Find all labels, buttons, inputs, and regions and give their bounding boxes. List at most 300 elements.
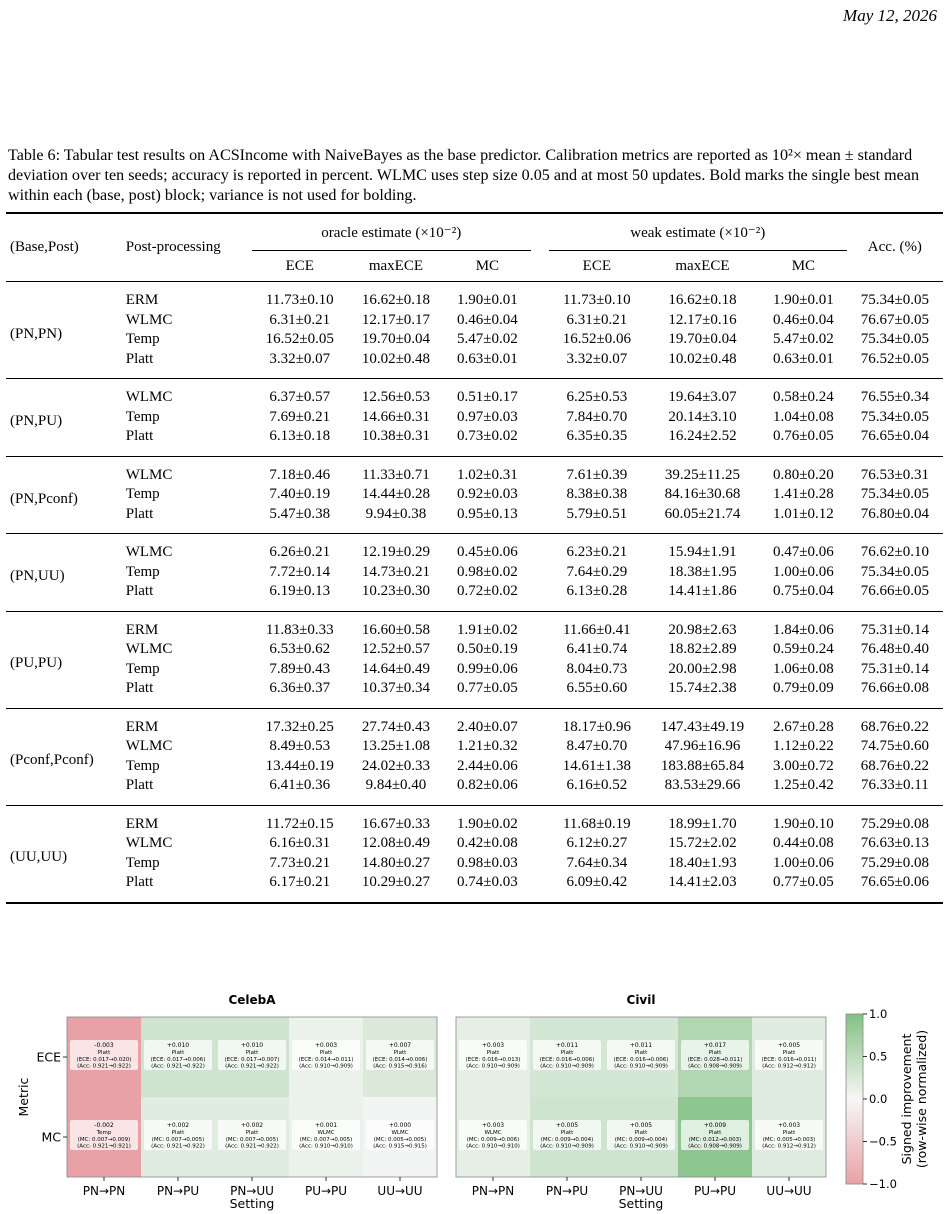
results-body: [6, 282, 943, 903]
x-tick-label: PN→PN: [471, 1184, 515, 1198]
annotation-method: Platt: [171, 1130, 185, 1136]
block-key: (PN,PU): [10, 413, 63, 429]
annotation-method: WLMC: [484, 1130, 502, 1136]
value-cell: 6.19±0.13: [269, 583, 331, 599]
colorbar-tick-label: −0.5: [869, 1134, 897, 1149]
colorbar: [846, 1014, 863, 1184]
annotation-detail: (Acc: 0.908→0.909): [688, 1063, 742, 1070]
annotation-delta: +0.011: [629, 1042, 653, 1049]
annotation-detail: (ECE: 0.016→0.006): [539, 1057, 595, 1063]
block-key: (Pconf,Pconf): [10, 752, 94, 769]
table-row: [6, 485, 943, 505]
header-oracle-group: oracle estimate (×10⁻²): [252, 213, 531, 251]
value-cell: 1.41±0.28: [773, 486, 834, 502]
annotation-detail: (Acc: 0.912→0.912): [762, 1143, 816, 1150]
x-axis-label: Setting: [618, 1196, 664, 1211]
value-cell: 16.62±0.18: [361, 292, 431, 308]
block-key: (UU,UU): [10, 849, 68, 866]
value-cell: 0.92±0.03: [457, 486, 518, 502]
value-cell: 6.09±0.42: [566, 874, 628, 890]
value-cell: 6.12±0.27: [566, 835, 628, 851]
x-tick-label: PN→PU: [545, 1184, 589, 1198]
value-cell: 9.94±0.38: [365, 505, 427, 522]
annotation-detail: (Acc: 0.921→0.922): [151, 1143, 205, 1150]
annotation-detail: (Acc: 0.910→0.909): [466, 1063, 520, 1070]
value-cell: 7.61±0.39: [566, 466, 628, 483]
group-spacer: [531, 330, 549, 350]
group-spacer: [531, 408, 549, 428]
value-cell: 0.75±0.04: [773, 583, 834, 599]
value-cell: 0.73±0.02: [457, 428, 518, 444]
value-cell: 10.02±0.48: [668, 350, 737, 367]
value-cell: 1.90±0.02: [457, 815, 518, 832]
group-spacer: [531, 350, 549, 379]
value-cell: 0.63±0.01: [457, 350, 518, 367]
value-cell: 14.41±2.03: [668, 874, 737, 890]
annotation-detail: (MC: 0.012→0.003): [688, 1137, 742, 1143]
value-cell: 17.32±0.25: [265, 718, 334, 735]
header-weak-group: weak estimate (×10⁻²): [549, 213, 847, 251]
group-spacer: [531, 311, 549, 331]
value-cell: 76.66±0.05: [860, 583, 929, 599]
value-cell: 27.74±0.43: [361, 718, 431, 735]
annotation-detail: (Acc: 0.910→0.909): [299, 1063, 353, 1070]
value-cell: 1.06±0.08: [773, 660, 834, 677]
group-spacer: [531, 660, 549, 680]
group-spacer: [531, 805, 549, 834]
value-cell: 75.31±0.14: [860, 621, 929, 638]
value-cell: 18.17±0.96: [562, 718, 631, 735]
value-cell: 0.82±0.06: [457, 777, 518, 793]
value-cell: 76.52±0.05: [860, 350, 929, 367]
annotation-detail: (ECE: 0.016→0.013): [465, 1057, 521, 1063]
value-cell: 20.00±2.98: [668, 660, 737, 677]
table-row: [6, 311, 943, 331]
value-cell: 76.66±0.08: [860, 680, 929, 696]
value-cell: 1.02±0.31: [457, 466, 518, 483]
group-spacer: [531, 582, 549, 611]
table-row: [6, 679, 943, 708]
value-cell: 2.44±0.06: [457, 757, 518, 774]
value-cell: 75.34±0.05: [860, 563, 929, 580]
annotation-detail: (Acc: 0.912→0.912): [762, 1063, 816, 1070]
value-cell: 0.47±0.06: [773, 544, 834, 560]
annotation-delta: +0.005: [777, 1042, 801, 1049]
value-cell: 76.80±0.04: [860, 505, 929, 522]
value-cell: 7.89±0.43: [269, 660, 331, 677]
method-cell: Platt: [125, 680, 154, 696]
value-cell: 11.73±0.10: [562, 292, 631, 308]
value-cell: 1.90±0.10: [773, 815, 834, 832]
annotation-detail: (MC: 0.005→0.003): [762, 1137, 816, 1143]
method-cell: WLMC: [125, 389, 173, 405]
annotation-detail: (Acc: 0.910→0.909): [540, 1063, 594, 1070]
group-spacer: [531, 534, 549, 563]
annotation-method: Platt: [782, 1050, 796, 1056]
x-tick-label: PU→PU: [693, 1184, 737, 1198]
value-cell: 16.67±0.33: [361, 815, 431, 832]
annotation-method: Platt: [782, 1130, 796, 1136]
value-cell: 5.47±0.38: [269, 505, 331, 522]
value-cell: 1.90±0.01: [457, 292, 518, 308]
annotation-detail: (ECE: 0.017→0.020): [76, 1057, 132, 1063]
method-cell: Platt: [125, 874, 154, 890]
method-cell: Temp: [125, 660, 160, 677]
annotation-delta: +0.009: [703, 1122, 727, 1129]
annotation-method: Platt: [708, 1130, 722, 1136]
value-cell: 74.75±0.60: [860, 738, 929, 754]
annotation-delta: -0.003: [94, 1042, 114, 1049]
group-spacer: [531, 563, 549, 583]
value-cell: 1.21±0.32: [457, 738, 518, 754]
value-cell: 0.95±0.13: [457, 505, 518, 522]
value-cell: 20.98±2.63: [668, 621, 737, 638]
value-cell: 1.00±0.06: [773, 563, 834, 580]
group-spacer: [531, 640, 549, 660]
results-table: [6, 212, 943, 904]
value-cell: 16.52±0.05: [265, 331, 334, 347]
value-cell: 0.58±0.24: [773, 389, 834, 405]
table-row: [6, 408, 943, 428]
table-row: [6, 582, 943, 611]
value-cell: 2.67±0.28: [773, 718, 834, 735]
annotation-delta: +0.003: [777, 1122, 801, 1129]
value-cell: 0.44±0.08: [773, 835, 834, 851]
group-spacer: [531, 485, 549, 505]
value-cell: 47.96±16.96: [664, 738, 741, 754]
annotation-delta: +0.000: [388, 1122, 412, 1129]
value-cell: 3.32±0.07: [269, 350, 331, 367]
value-cell: 11.33±0.71: [362, 466, 430, 483]
value-cell: 0.76±0.05: [773, 428, 834, 444]
annotation-delta: +0.002: [240, 1122, 264, 1129]
table-row: [6, 379, 943, 408]
value-cell: 0.79±0.09: [773, 680, 834, 696]
value-cell: 0.99±0.06: [457, 660, 518, 677]
value-cell: 75.34±0.05: [860, 486, 929, 502]
table-row: [6, 776, 943, 805]
value-cell: 76.55±0.34: [860, 389, 929, 405]
value-cell: 6.36±0.37: [269, 680, 331, 696]
annotation-method: Platt: [634, 1050, 648, 1056]
method-cell: WLMC: [125, 466, 173, 483]
value-cell: 68.76±0.22: [860, 718, 929, 735]
annotation-delta: +0.005: [629, 1122, 653, 1129]
annotation-method: WLMC: [317, 1130, 335, 1136]
value-cell: 12.52±0.57: [361, 641, 431, 657]
table-row: [6, 611, 943, 640]
value-cell: 3.32±0.07: [566, 350, 628, 367]
annotation-detail: (Acc: 0.910→0.910): [466, 1143, 520, 1150]
annotation-detail: (MC: 0.005→0.005): [373, 1137, 427, 1143]
block-key: (PN,PN): [10, 325, 63, 342]
group-spacer: [531, 611, 549, 640]
value-cell: 76.48±0.40: [860, 641, 929, 657]
method-cell: Temp: [125, 563, 160, 580]
method-cell: ERM: [125, 815, 159, 832]
header-base-post: (Base,Post): [10, 239, 79, 255]
value-cell: 84.16±30.68: [664, 486, 741, 502]
table-row: [6, 505, 943, 534]
value-cell: 9.84±0.40: [365, 777, 427, 793]
x-tick-label: PN→PU: [156, 1184, 200, 1198]
value-cell: 18.82±2.89: [668, 641, 737, 657]
annotation-detail: (MC: 0.009→0.006): [466, 1137, 520, 1143]
value-cell: 0.46±0.04: [457, 311, 518, 328]
value-cell: 18.40±1.93: [668, 854, 737, 871]
annotation-detail: (Acc: 0.910→0.909): [540, 1143, 594, 1150]
value-cell: 3.00±0.72: [773, 757, 834, 774]
annotation-detail: (ECE: 0.016→0.011): [761, 1057, 817, 1063]
value-cell: 76.62±0.10: [860, 544, 929, 560]
header-acc: Acc. (%): [867, 239, 922, 255]
annotation-delta: -0.002: [94, 1122, 114, 1129]
value-cell: 75.29±0.08: [860, 815, 929, 832]
value-cell: 7.84±0.70: [566, 408, 628, 425]
value-cell: 15.74±2.38: [668, 680, 737, 696]
annotation-delta: +0.003: [481, 1122, 505, 1129]
header-oracle-mc: MC: [475, 257, 500, 274]
group-spacer: [531, 854, 549, 874]
value-cell: 75.31±0.14: [860, 660, 929, 677]
x-tick-label: PN→PN: [82, 1184, 126, 1198]
annotation-method: Temp: [96, 1130, 112, 1136]
value-cell: 1.25±0.42: [773, 777, 834, 793]
colorbar-tick-label: 0.5: [869, 1049, 888, 1064]
value-cell: 20.14±3.10: [668, 408, 737, 425]
annotation-detail: (MC: 0.007→0.005): [299, 1137, 353, 1143]
value-cell: 8.38±0.38: [566, 486, 628, 502]
value-cell: 75.34±0.05: [860, 408, 929, 425]
annotation-method: Platt: [319, 1050, 333, 1056]
value-cell: 6.16±0.31: [269, 835, 331, 851]
table-row: [6, 282, 943, 311]
value-cell: 12.56±0.53: [361, 389, 431, 405]
value-cell: 14.44±0.28: [361, 486, 431, 502]
page-date: May 12, 2026: [843, 6, 937, 25]
x-tick-label: UU→UU: [766, 1184, 812, 1198]
value-cell: 6.13±0.18: [269, 428, 331, 444]
annotation-detail: (ECE: 0.016→0.006): [613, 1057, 669, 1063]
value-cell: 0.63±0.01: [773, 350, 834, 367]
value-cell: 16.62±0.18: [668, 292, 737, 308]
group-spacer: [531, 776, 549, 805]
group-spacer: [531, 834, 549, 854]
method-cell: Temp: [125, 757, 160, 774]
value-cell: 8.47±0.70: [566, 738, 628, 754]
method-cell: Temp: [125, 408, 160, 425]
group-spacer: [531, 708, 549, 737]
annotation-delta: +0.011: [555, 1042, 579, 1049]
value-cell: 18.99±1.70: [668, 815, 737, 832]
group-spacer: [531, 282, 549, 311]
value-cell: 75.34±0.05: [860, 292, 929, 308]
annotation-method: Platt: [486, 1050, 500, 1056]
value-cell: 5.79±0.51: [566, 505, 628, 522]
value-cell: 18.38±1.95: [668, 563, 737, 580]
table-row: [6, 834, 943, 854]
table-row: [6, 854, 943, 874]
value-cell: 11.72±0.15: [265, 815, 334, 832]
method-cell: ERM: [125, 621, 159, 638]
method-cell: ERM: [125, 718, 159, 735]
value-cell: 6.35±0.35: [566, 428, 628, 444]
value-cell: 0.72±0.02: [457, 583, 518, 599]
value-cell: 0.98±0.03: [457, 854, 518, 871]
value-cell: 1.84±0.06: [773, 621, 834, 638]
annotation-detail: (Acc: 0.921→0.922): [225, 1143, 279, 1150]
value-cell: 0.51±0.17: [457, 389, 518, 405]
table-row: [6, 757, 943, 777]
method-cell: Platt: [125, 350, 154, 367]
value-cell: 12.17±0.17: [361, 311, 431, 328]
header-weak-maxece: maxECE: [675, 257, 730, 274]
table-row: [6, 873, 943, 903]
annotation-detail: (ECE: 0.017→0.007): [224, 1057, 280, 1063]
annotation-detail: (MC: 0.007→0.005): [151, 1137, 205, 1143]
annotation-delta: +0.003: [314, 1042, 338, 1049]
annotation-method: Platt: [708, 1050, 722, 1056]
value-cell: 0.50±0.19: [457, 641, 518, 657]
annotation-detail: (Acc: 0.908→0.909): [688, 1143, 742, 1150]
table-caption: Table 6: Tabular test results on ACSIncome with NaiveBayes as the base predictor. Calibration metrics are reported as 10²× mean ± standard deviation over ten seeds; accuracy is reported in percent. WLMC uses step size 0.05 and at most 50 updates. Bold marks the single best mean within each (base, post) block; variance is not used for bolding.: [8, 147, 919, 204]
panel-title: CelebA: [228, 993, 276, 1007]
value-cell: 11.73±0.10: [265, 292, 334, 308]
value-cell: 12.08±0.49: [361, 835, 431, 851]
annotation-detail: (ECE: 0.017→0.006): [150, 1057, 206, 1063]
annotation-delta: +0.010: [166, 1042, 190, 1049]
value-cell: 0.42±0.08: [457, 835, 518, 851]
annotation-detail: (ECE: 0.014→0.011): [298, 1057, 354, 1063]
colorbar-label: Signed improvement: [899, 1033, 914, 1165]
header-weak-ece: ECE: [582, 257, 611, 274]
annotation-delta: +0.003: [481, 1042, 505, 1049]
annotation-method: Platt: [171, 1050, 185, 1056]
value-cell: 76.63±0.13: [860, 835, 929, 851]
value-cell: 0.59±0.24: [773, 641, 834, 657]
annotation-detail: (Acc: 0.921→0.922): [151, 1063, 205, 1070]
value-cell: 8.49±0.53: [269, 738, 331, 754]
annotation-detail: (Acc: 0.921→0.921): [77, 1143, 131, 1150]
value-cell: 6.25±0.53: [566, 389, 628, 405]
value-cell: 10.23±0.30: [361, 583, 431, 599]
value-cell: 15.94±1.91: [668, 544, 737, 560]
annotation-delta: +0.017: [703, 1042, 727, 1049]
x-tick-label: PU→PU: [304, 1184, 348, 1198]
value-cell: 16.52±0.06: [562, 331, 631, 347]
value-cell: 6.55±0.60: [566, 680, 628, 696]
annotation-method: Platt: [560, 1050, 574, 1056]
value-cell: 60.05±21.74: [664, 505, 741, 522]
annotation-detail: (Acc: 0.921→0.922): [77, 1063, 131, 1070]
value-cell: 75.34±0.05: [860, 331, 929, 347]
value-cell: 7.18±0.46: [269, 466, 331, 483]
method-cell: Platt: [125, 428, 154, 444]
value-cell: 14.73±0.21: [361, 563, 431, 580]
colorbar-tick-label: 1.0: [869, 1007, 888, 1021]
x-tick-label: PN→UU: [619, 1184, 663, 1198]
y-tick-label: MC: [41, 1129, 61, 1145]
group-spacer: [531, 679, 549, 708]
x-tick-label: UU→UU: [377, 1184, 423, 1198]
value-cell: 1.90±0.01: [773, 292, 834, 308]
header-weak-mc: MC: [791, 257, 816, 274]
annotation-method: Platt: [634, 1130, 648, 1136]
value-cell: 76.33±0.11: [861, 777, 929, 793]
method-cell: WLMC: [125, 835, 173, 851]
value-cell: 1.00±0.06: [773, 854, 834, 871]
annotation-detail: (MC: 0.009→0.004): [614, 1137, 668, 1143]
method-cell: Platt: [125, 777, 154, 793]
value-cell: 10.37±0.34: [361, 680, 431, 696]
method-cell: WLMC: [125, 738, 173, 754]
value-cell: 8.04±0.73: [566, 660, 628, 677]
value-cell: 76.67±0.05: [860, 311, 929, 328]
value-cell: 0.97±0.03: [457, 408, 518, 425]
value-cell: 147.43±49.19: [660, 718, 745, 735]
annotation-delta: +0.007: [388, 1042, 412, 1049]
annotation-method: Platt: [393, 1050, 407, 1056]
value-cell: 5.47±0.02: [457, 331, 518, 347]
group-spacer: [531, 427, 549, 456]
table-row: [6, 660, 943, 680]
value-cell: 7.72±0.14: [269, 563, 331, 580]
value-cell: 68.76±0.22: [860, 757, 929, 774]
table-row: [6, 737, 943, 757]
value-cell: 6.13±0.28: [566, 583, 628, 599]
value-cell: 6.53±0.62: [269, 641, 331, 657]
annotation-detail: (MC: 0.007→0.009): [77, 1137, 131, 1143]
method-cell: Temp: [125, 486, 160, 502]
value-cell: 6.23±0.21: [566, 544, 628, 560]
value-cell: 6.31±0.21: [269, 311, 331, 328]
value-cell: 11.68±0.19: [562, 815, 631, 832]
value-cell: 83.53±29.66: [664, 777, 741, 793]
value-cell: 6.16±0.52: [566, 777, 628, 793]
table-row: [6, 350, 943, 379]
value-cell: 0.74±0.03: [457, 874, 518, 890]
table-row: [6, 563, 943, 583]
group-spacer: [531, 737, 549, 757]
method-cell: Temp: [125, 854, 160, 871]
value-cell: 7.64±0.29: [566, 563, 628, 580]
header-oracle-maxece: maxECE: [368, 257, 424, 274]
colorbar-tick-label: 0.0: [869, 1092, 888, 1106]
value-cell: 16.24±2.52: [668, 428, 737, 444]
value-cell: 7.73±0.21: [269, 854, 331, 871]
annotation-detail: (Acc: 0.921→0.922): [225, 1063, 279, 1070]
value-cell: 0.80±0.20: [773, 466, 834, 483]
value-cell: 19.70±0.04: [361, 331, 431, 347]
value-cell: 0.46±0.04: [773, 311, 834, 328]
value-cell: 6.41±0.36: [269, 777, 331, 793]
method-cell: Platt: [125, 505, 154, 522]
value-cell: 0.77±0.05: [773, 874, 834, 890]
group-spacer: [531, 873, 549, 903]
group-spacer: [531, 757, 549, 777]
block-key: (PN,UU): [10, 568, 65, 584]
table-row: [6, 456, 943, 485]
value-cell: 75.29±0.08: [860, 854, 929, 871]
value-cell: 1.91±0.02: [457, 621, 518, 638]
group-spacer: [531, 505, 549, 534]
annotation-method: WLMC: [391, 1130, 409, 1136]
method-cell: WLMC: [125, 641, 173, 657]
panel-title: Civil: [626, 993, 656, 1007]
value-cell: 11.66±0.41: [562, 621, 631, 638]
value-cell: 6.31±0.21: [566, 311, 628, 328]
table-row: [6, 534, 943, 563]
